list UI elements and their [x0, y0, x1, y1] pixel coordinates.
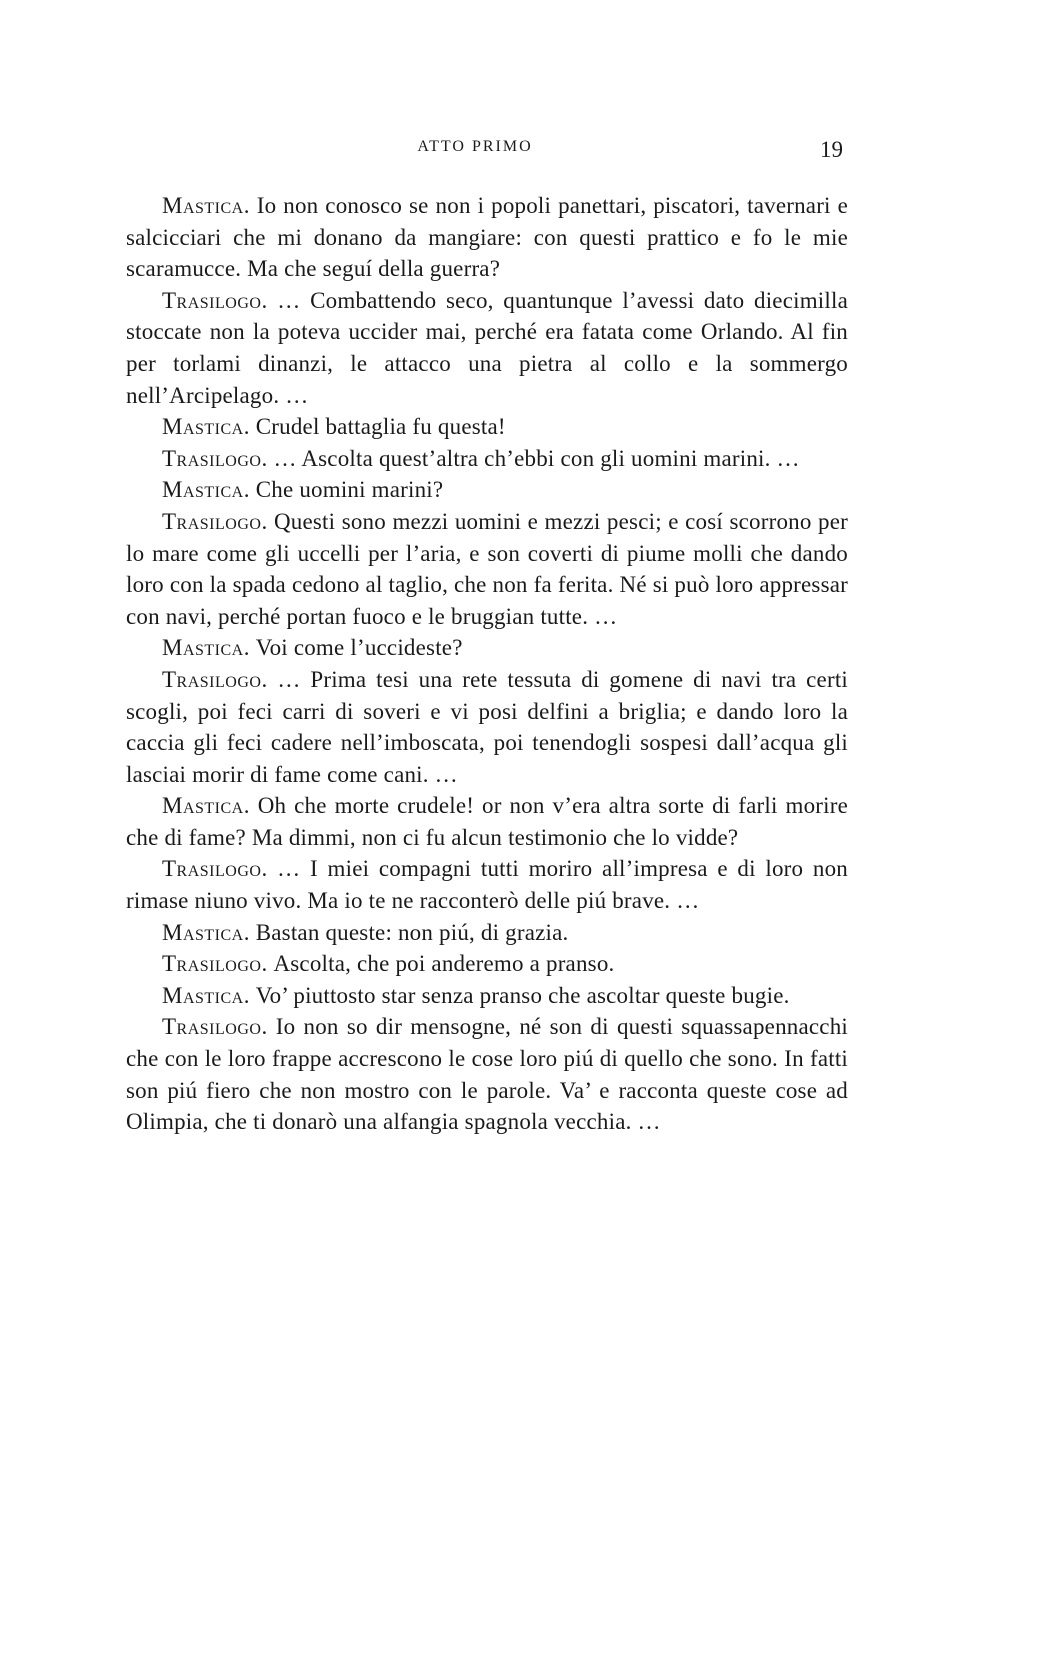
dialogue-text	[126, 190, 848, 1138]
dialogue-paragraph	[126, 190, 848, 285]
running-title: ATTO PRIMO	[417, 138, 533, 155]
speaker-name: Mastica.	[162, 919, 250, 945]
speech-text: … I miei compagni tutti moriro all’impresa e di loro non rimase niuno vivo. Ma io te ne racconterò delle piú brave. …	[126, 856, 848, 914]
speech-text: Questi sono mezzi uomini e mezzi pesci; e cosí scorrono per lo mare come gli uccelli per l’aria, e son coverti di piume molli che dando loro con la spada cedono al taglio, che non fa ferita. Né si può loro appressar con navi, perché portan fuoco e le bruggian tutte. …	[126, 508, 848, 629]
speaker-name: Mastica.	[162, 982, 250, 1008]
speaker-name: Trasilogo.	[162, 856, 268, 882]
dialogue-paragraph	[126, 664, 848, 790]
dialogue-paragraph	[126, 285, 848, 411]
speaker-name: Mastica.	[162, 414, 250, 440]
dialogue-paragraph	[126, 411, 848, 443]
speech-text: Ascolta, che poi anderemo a pranso.	[273, 951, 615, 977]
speech-text: … Ascolta quest’altra ch’ebbi con gli uomini marini. …	[273, 445, 800, 471]
speaker-name: Trasilogo.	[162, 666, 268, 692]
dialogue-paragraph	[126, 790, 848, 853]
dialogue-paragraph	[126, 853, 848, 916]
dialogue-paragraph	[126, 980, 848, 1012]
speech-text: Che uomini marini?	[255, 477, 444, 503]
dialogue-paragraph	[126, 1011, 848, 1137]
speech-text: Bastan queste: non piú, di grazia.	[255, 919, 569, 945]
speaker-name: Trasilogo.	[162, 1014, 268, 1040]
dialogue-paragraph	[126, 443, 848, 475]
speaker-name: Mastica.	[162, 193, 250, 218]
speech-text: Oh che morte crudele! or non v’era altra sorte di farli morire che di fame? Ma dimmi, non ci fu alcun testimonio che lo vidde?	[126, 793, 849, 850]
speaker-name: Trasilogo.	[162, 287, 268, 313]
speech-text: Io non so dir mensogne, né son di questi squassapennacchi che con le loro frappe accrescono le cose loro piú di quello che sono. In fatti son piú fiero che non mostro con le parole. Va’ e racconta queste cose ad Olimpia, che ti donarò una alfangia spagnola vecchia. …	[126, 1014, 848, 1135]
speaker-name: Mastica.	[162, 635, 250, 661]
speaker-name: Trasilogo.	[162, 508, 268, 534]
dialogue-paragraph	[126, 948, 848, 980]
speech-text: … Combattendo seco, quantunque l’avessi dato diecimilla stoccate non la poteva uccider mai, perché era fatata come Orlando. Al fin per torlami dinanzi, le attacco una pietra al collo e la sommergo nell’Arcipelago. …	[126, 287, 848, 408]
speech-text: Voi come l’uccideste?	[255, 635, 463, 661]
speaker-name: Trasilogo.	[162, 951, 268, 977]
dialogue-paragraph	[126, 632, 848, 664]
page-number: 19	[820, 137, 843, 162]
speech-text: … Prima tesi una rete tessuta di gomene di navi tra certi scogli, poi feci carri di soveri e vi posi delfini a briglia; e dando loro la caccia gli feci cadere nell’imboscata, poi tenendogli sospesi dall’acqua gli lasciai morir di fame come cani. …	[126, 666, 848, 787]
speech-text: Crudel battaglia fu questa!	[255, 414, 506, 440]
dialogue-paragraph	[126, 506, 848, 632]
dialogue-paragraph	[126, 917, 848, 949]
speech-text: Io non conosco se non i popoli panettari, piscatori, tavernari e salcicciari che mi donano da mangiare: con questi prattico e fo le mie scaramucce. Ma che seguí della guerra?	[126, 193, 849, 282]
speaker-name: Trasilogo.	[162, 445, 268, 471]
speech-text: Vo’ piuttosto star senza pranso che ascoltar queste bugie.	[255, 982, 790, 1008]
speaker-name: Mastica.	[162, 477, 250, 503]
speaker-name: Mastica.	[162, 793, 250, 819]
dialogue-paragraph	[126, 474, 848, 506]
